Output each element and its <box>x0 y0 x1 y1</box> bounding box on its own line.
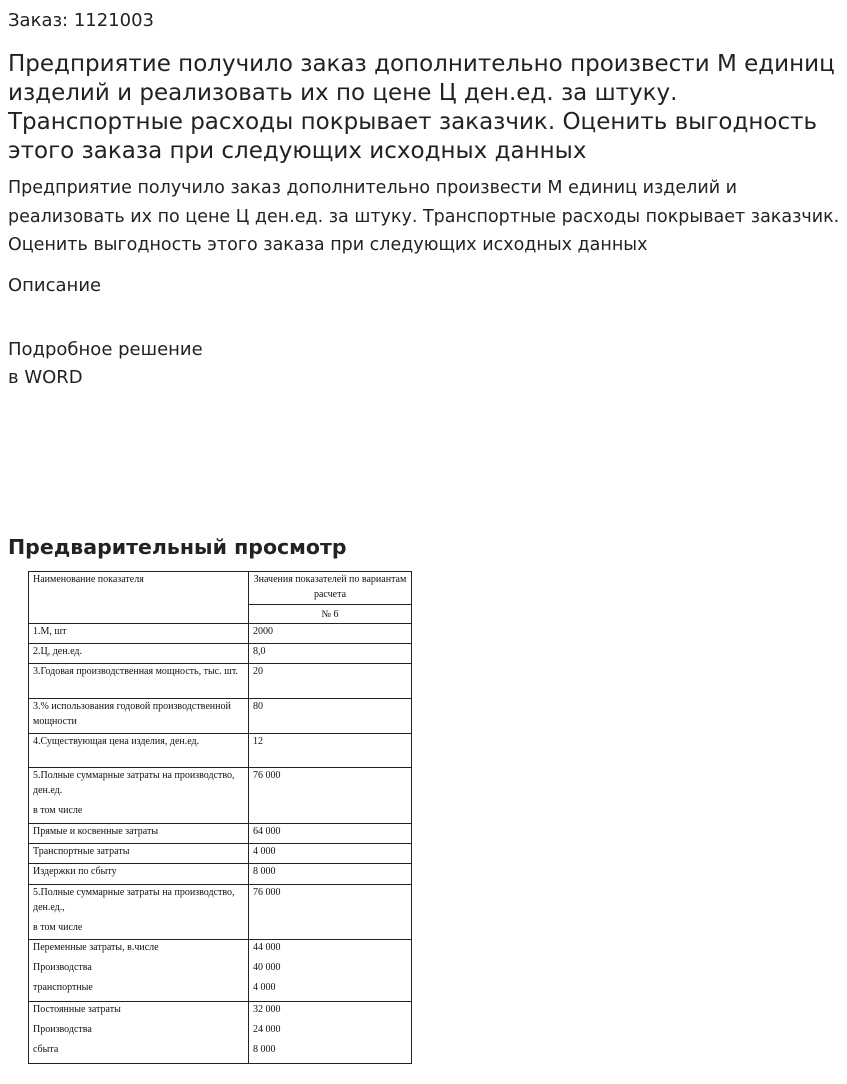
indicator-name-cell <box>29 1002 249 1064</box>
indicator-value-text: 24 000 <box>253 1024 281 1035</box>
indicator-name-text: Постоянные затраты <box>33 1004 121 1015</box>
indicator-value-text: 80 <box>253 701 263 712</box>
indicator-name-text: 1.М, шт <box>33 626 67 637</box>
table-row <box>29 1002 412 1064</box>
header-indicator-name: Наименование показателя <box>29 572 249 624</box>
indicator-value-cell <box>249 664 412 699</box>
indicator-name-text: Переменные затраты, в.числе <box>33 942 159 953</box>
indicator-value-text: 4 000 <box>253 846 276 857</box>
table-row <box>29 824 412 844</box>
indicator-name-cell <box>29 824 249 844</box>
header-variant: № 6 <box>249 605 412 624</box>
indicator-value-cell <box>249 824 412 844</box>
table-row <box>29 940 412 1002</box>
table-row <box>29 624 412 644</box>
header-values: Значения показателей по вариантам расчета <box>249 572 412 605</box>
indicator-name-cell <box>29 644 249 664</box>
indicator-name-cell <box>29 844 249 864</box>
table-row <box>29 885 412 940</box>
indicator-value-text: 12 <box>253 736 263 747</box>
indicator-value-text: 4 000 <box>253 982 276 993</box>
preview-heading: Предварительный просмотр <box>8 535 347 559</box>
indicator-name-text: сбыта <box>33 1044 59 1055</box>
indicator-name-cell <box>29 734 249 768</box>
indicator-value-cell <box>249 844 412 864</box>
table-row <box>29 844 412 864</box>
indicator-name-cell <box>29 940 249 1002</box>
indicator-value-text: 76 000 <box>253 770 281 781</box>
indicator-value-cell <box>249 699 412 734</box>
indicator-value-cell <box>249 734 412 768</box>
indicator-name-text: транспортные <box>33 982 93 993</box>
indicator-value-text: 20 <box>253 666 263 677</box>
order-number: Заказ: 1121003 <box>8 10 154 31</box>
indicator-name-cell <box>29 864 249 885</box>
indicator-name-cell <box>29 768 249 824</box>
indicator-name-text: Производства <box>33 962 92 973</box>
description-line: Подробное решение <box>8 339 203 360</box>
indicator-name-text: Транспортные затраты <box>33 846 130 857</box>
table-row <box>29 699 412 734</box>
indicator-value-cell <box>249 940 412 1002</box>
indicator-name-text: в том числе <box>33 805 83 816</box>
indicator-name-text: 5.Полные суммарные затраты на производство, ден.ед., <box>33 887 235 913</box>
table-row <box>29 864 412 885</box>
indicator-name-text: Производства <box>33 1024 92 1035</box>
indicator-name-text: 4.Существующая цена изделия, ден.ед. <box>33 736 200 747</box>
indicator-name-text: 3.Годовая производственная мощность, тыс. шт. <box>33 666 238 677</box>
indicator-value-text: 2000 <box>253 626 273 637</box>
table-row <box>29 664 412 699</box>
indicator-name-cell <box>29 699 249 734</box>
page-title: Предприятие получило заказ дополнительно произвести М единиц изделий и реализовать их по цене Ц ден.ед. за штуку. Транспортные расходы покрывает заказчик. Оценить выгодность этого заказа при следующих исходных данных <box>8 51 835 164</box>
indicator-name-cell <box>29 885 249 940</box>
indicator-name-text: Прямые и косвенные затраты <box>33 826 159 837</box>
indicator-value-cell <box>249 885 412 940</box>
description-line: в WORD <box>8 367 83 388</box>
indicator-name-text: в том числе <box>33 922 83 933</box>
indicator-value-cell <box>249 768 412 824</box>
table-row <box>29 768 412 824</box>
indicator-value-cell <box>249 1002 412 1064</box>
table-row <box>29 734 412 768</box>
indicator-value-text: 40 000 <box>253 962 281 973</box>
indicator-value-cell <box>249 624 412 644</box>
indicator-name-text: 2.Ц, ден.ед. <box>33 646 82 657</box>
indicator-value-text: 8 000 <box>253 866 276 877</box>
indicator-value-cell <box>249 864 412 885</box>
table-header-row <box>29 572 412 605</box>
indicator-value-text: 44 000 <box>253 942 281 953</box>
indicator-name-cell <box>29 624 249 644</box>
indicator-value-text: 64 000 <box>253 826 281 837</box>
description-body <box>8 336 203 392</box>
description-heading: Описание <box>8 275 102 296</box>
indicator-value-text: 76 000 <box>253 887 281 898</box>
indicator-value-cell <box>249 644 412 664</box>
preview-table <box>28 571 412 1064</box>
table-row <box>29 644 412 664</box>
indicator-name-cell <box>29 664 249 699</box>
indicator-name-text: 3.% использования годовой производственной мощности <box>33 701 231 727</box>
task-description: Предприятие получило заказ дополнительно произвести М единиц изделий и реализовать их по цене Ц ден.ед. за штуку. Транспортные расходы покрывает заказчик. Оценить выгодность этого заказа при следующих исходных данных <box>8 178 840 255</box>
indicator-value-text: 8 000 <box>253 1044 276 1055</box>
indicator-value-text: 32 000 <box>253 1004 281 1015</box>
indicator-name-text: 5.Полные суммарные затраты на производство, ден.ед. <box>33 770 235 796</box>
indicator-value-text: 8,0 <box>253 646 266 657</box>
indicator-name-text: Издержки по сбыту <box>33 866 117 877</box>
